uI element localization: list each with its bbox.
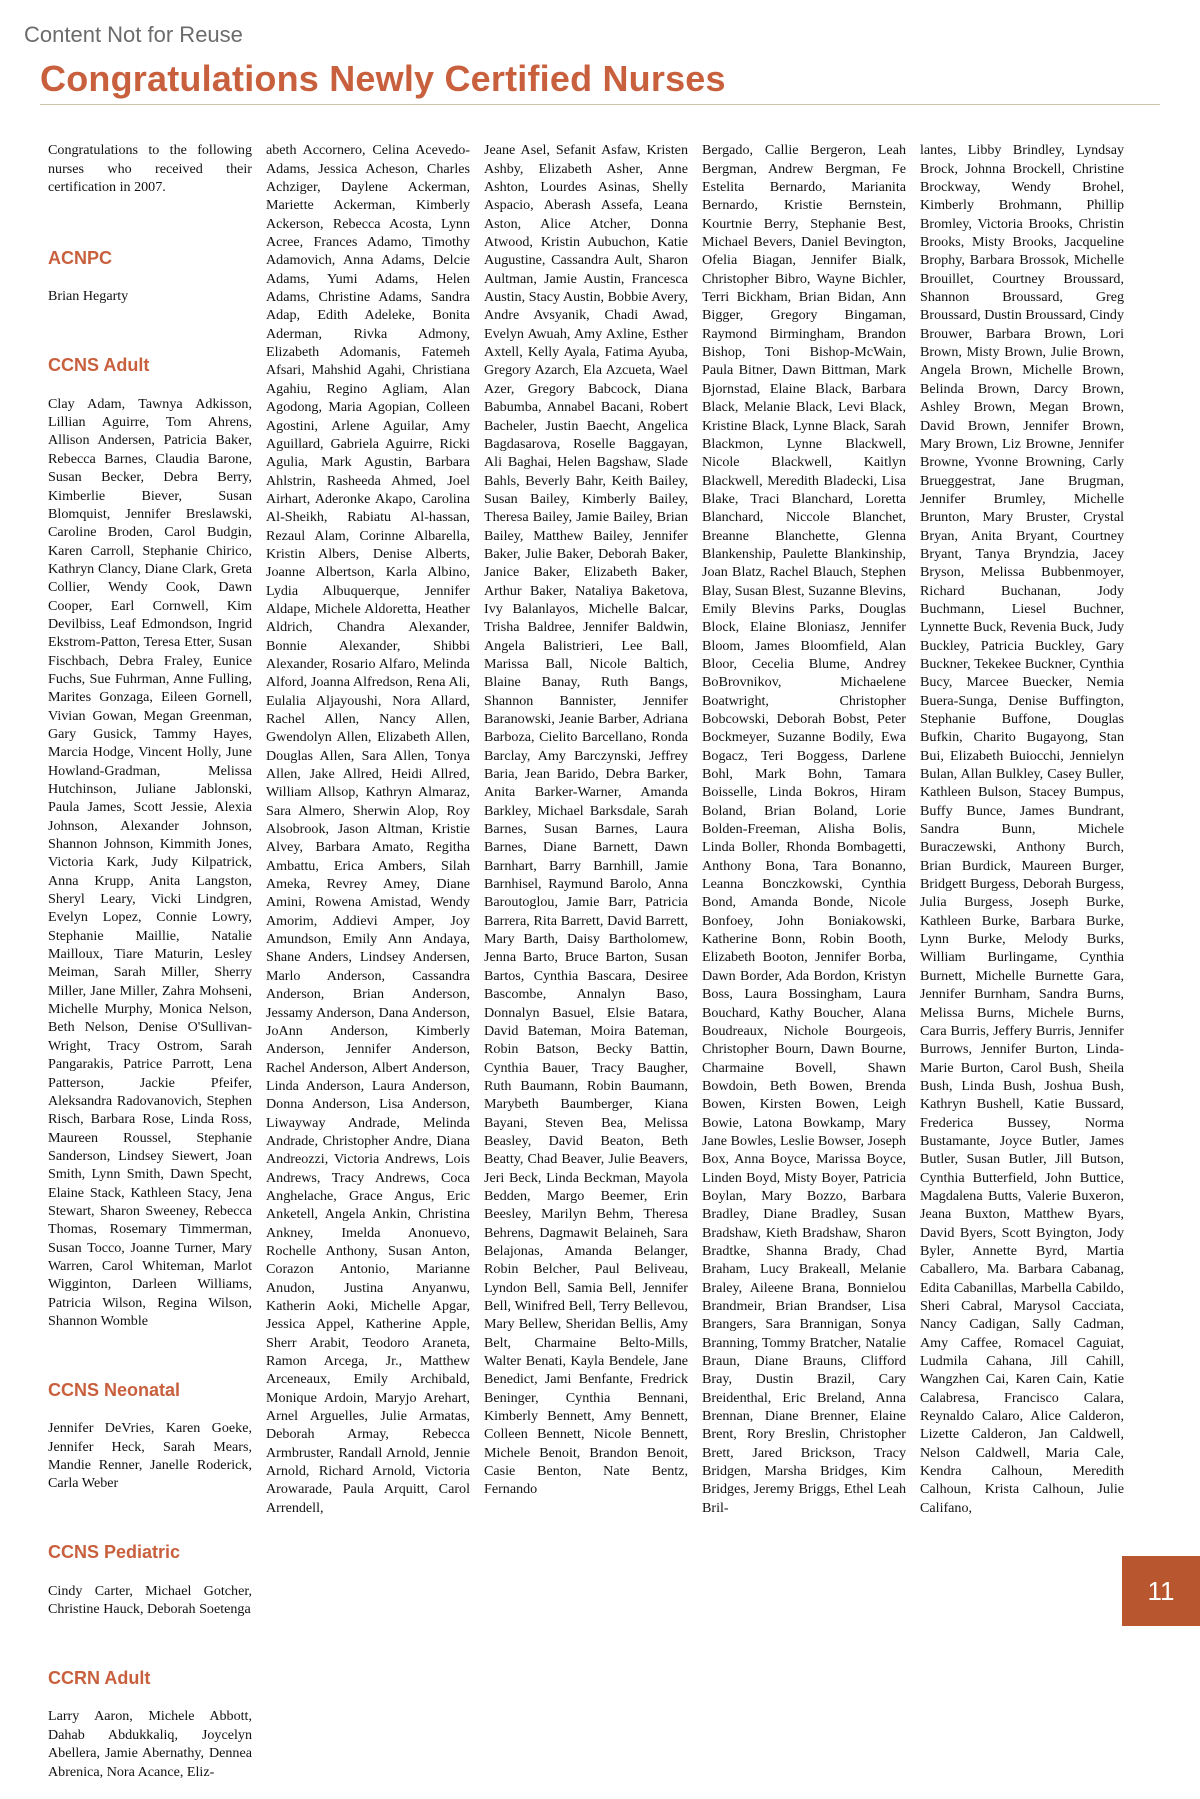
- intro-paragraph: Congratulations to the following nurses who received their certification in 2007.: [48, 142, 252, 196]
- names-column-5: lantes, Libby Brindley, Lyndsay Brock, Johnna Brockell, Christine Brockway, Wendy Brohel, Kimberly Brohmann, Phillip Bromley, Victoria Brooks, Christin Brooks, Misty Brooks, Jacqueline Brophy, Barbara Brossok, Michelle Brouillet, Courtney Broussard, Shannon Broussard, Greg Broussard, Dustin Broussard, Cindy Brouwer, Barbara Brown, Lori Brown, Misty Brown, Julie Brown, Angela Brown, Michelle Brown, Belinda Brown, Darcy Brown, Ashley Brown, Megan Brown, David Brown, Jennifer Brown, Mary Brown, Liz Browne, Jennifer Browne, Yvonne Browning, Carly Brueggestrat, Jane Brugman, Jennifer Brumley, Michelle Brunton, Mary Bruster, Crystal Bryan, Anita Bryant, Courtney Bryant, Tanya Bryndzia, Jacey Bryson, Melissa Bubbenmoyer, Richard Buchanan, Jody Buchmann, Liesel Buchner, Lynnette Buck, Revenia Buck, Judy Buckley, Patricia Buckley, Gary Buckner, Tekekee Buckner, Cynthia Bucy, Marcee Buecker, Nemia Buera-Sunga, Denise Buffington, Stephanie Buffone, Douglas Bufkin, Charito Bugayong, Stan Bui, Elizabeth Buiocchi, Jennielyn Bulan, Allan Bulkley, Casey Buller, Kathleen Bulson, Stacey Bumpus, Buffy Bunce, James Bundrant, Sandra Bunn, Michele Buraczewski, Anthony Burch, Brian Burdick, Maureen Burger, Bridgett Burgess, Deborah Burgess, Julia Burgess, Joseph Burke, Kathleen Burke, Barbara Burke, Lynn Burke, Melody Burks, William Burlingame, Cynthia Burnett, Michelle Burnette Gara, Jennifer Burnham, Sandra Burns, Melissa Burns, Michele Burns, Cara Burris, Jeffery Burris, Jennifer Burrows, Jennifer Burton, Linda-Marie Burton, Carol Bush, Sheila Bush, Linda Bush, Joshua Bush, Kathryn Bushell, Katie Bussard, Frederica Bussey, Norma Bustamante, Joyce Butler, James Butler, Susan Butler, Jill Butson, Cynthia Butterfield, John Buttice, Magdalena Butts, Valerie Buxeron, Jeana Buxton, Matthew Byars, David Byers, Scott Byington, Jody Byler, Annette Byrd, Martia Caballero, Ma. Barbara Cabanag, Edita Cabanillas, Marbella Cabildo, Sheri Cabral, Marysol Cacciata, Nancy Cadigan, Sally Cadman, Amy Caffee, Romacel Caguiat, Ludmila Cahana, Jill Cahill, Wangzhen Cai, Karen Cain, Katie Calabresa, Francisco Calara, Reynaldo Calaro, Alice Calderon, Lizette Calderon, Jan Caldwell, Nelson Caldwell, Maria Cale, Kendra Calhoun, Meredith Calhoun, Krista Calhoun, Julie Califano,: [920, 142, 1124, 1516]
- names-column-4: Bergado, Callie Bergeron, Leah Bergman, Andrew Bergman, Fe Estelita Bernardo, Marianita Bernardo, Kristie Bernstein, Kourtnie Berry, Stephanie Best, Michael Bevers, Daniel Bevington, Ofelia Biagan, Jennifer Bialk, Christopher Bibro, Wayne Bichler, Terri Bickham, Brian Bidan, Ann Bigger, Gregory Bingaman, Raymond Birmingham, Brandon Bishop, Toni Bishop-McWain, Paula Bitner, Dawn Bittman, Mark Bjornstad, Elaine Black, Barbara Black, Melanie Black, Levi Black, Kristine Black, Lynne Black, Sarah Blackmon, Lynne Blackwell, Nicole Blackwell, Kaitlyn Blackwell, Meredith Bladecki, Lisa Blake, Traci Blanchard, Loretta Blanchard, Niccole Blanchet, Breanne Blanchette, Glenna Blankenship, Paulette Blankinship, Joan Blatz, Rachel Blauch, Stephen Blay, Susan Blest, Suzanne Blevins, Emily Blevins Parks, Douglas Block, Elaine Bloniasz, Jennifer Bloom, James Bloomfield, Alan Bloor, Cecelia Blume, Andrey BoBrovnikov, Michaelene Boatwright, Christopher Bobcowski, Deborah Bobst, Peter Bockmeyer, Suzanne Bodily, Ewa Bogacz, Teri Boggess, Darlene Bohl, Mark Bohn, Tamara Boisselle, Linda Bokros, Hiram Boland, Brian Boland, Lorie Bolden-Freeman, Alisha Bolis, Linda Boller, Rhonda Bombagetti, Anthony Bona, Tara Bonanno, Leanna Bonczkowski, Cynthia Bond, Amanda Bonde, Nicole Bonfoey, John Boniakowski, Katherine Bonn, Robin Booth, Elizabeth Booton, Jennifer Borba, Dawn Border, Ada Bordon, Kristyn Boss, Laura Bossingham, Laura Bouchard, Kathy Boucher, Alana Boudreaux, Nichole Bourgeois, Christopher Bourn, Dawn Bourne, Charmaine Bovell, Shawn Bowdoin, Beth Bowen, Brenda Bowen, Kirsten Bowen, Leigh Bowie, Latona Bowkamp, Mary Jane Bowles, Leslie Bowser, Joseph Box, Anna Boyce, Marissa Boyce, Linden Boyd, Misty Boyer, Patricia Boylan, Mary Bozzo, Barbara Bradley, Diane Bradley, Susan Bradshaw, Kieth Bradshaw, Sharon Bradtke, Shanna Brady, Chad Braham, Lucy Brakeall, Melanie Braley, Aileene Brana, Bonnielou Brandmeir, Brian Brandser, Lisa Brangers, Sara Brannigan, Sonya Branning, Tommy Bratcher, Natalie Braun, Diane Brauns, Clifford Bray, Dustin Brazil, Cary Breidenthal, Eric Breland, Anna Brennan, Diane Brenner, Elaine Brent, Rory Breslin, Christopher Brett, Jared Brickson, Tracy Bridgen, Marsha Bridges, Kim Bridges, Jeremy Briggs, Ethel Leah Bril-: [702, 142, 906, 1516]
- names-column-3: Jeane Asel, Sefanit Asfaw, Kristen Ashby, Elizabeth Asher, Anne Ashton, Lourdes Asinas, Shelly Aspacio, Aberash Assefa, Leana Aston, Alice Atcher, Donna Atwood, Kristin Aubuchon, Katie Augustine, Cassandra Ault, Sharon Aultman, Jamie Austin, Francesca Austin, Stacy Austin, Bobbie Avery, Andre Avsyanik, Chadi Awad, Evelyn Awuah, Amy Axline, Esther Axtell, Kelly Ayala, Fatima Ayuba, Gregory Azarch, Ela Azcueta, Wael Azer, Gregory Babcock, Diana Babumba, Annabel Bacani, Robert Bacheler, Justin Baecht, Angelica Bagdasarova, Roselle Baggayan, Ali Baghai, Helen Bagshaw, Slade Bahls, Beverly Bahr, Keith Bailey, Susan Bailey, Kimberly Bailey, Theresa Bailey, Jamie Bailey, Brian Bailey, Matthew Bailey, Jennifer Baker, Julie Baker, Deborah Baker, Janice Baker, Elizabeth Baker, Arthur Baker, Nataliya Baketova, Ivy Balanlayos, Michelle Balcar, Trisha Baldree, Jennifer Baldwin, Angela Balistrieri, Lee Ball, Marissa Ball, Nicole Baltich, Blaine Banay, Ruth Bangs, Shannon Bannister, Jennifer Baranowski, Jeanie Barber, Adriana Barboza, Cielito Barcellano, Ronda Barclay, Amy Barczynski, Jeffrey Baria, Jean Barido, Debra Barker, Anita Barker-Warner, Amanda Barkley, Michael Barksdale, Sarah Barnes, Susan Barnes, Laura Barnes, Diane Barnett, Dawn Barnhart, Barry Barnhill, Jamie Barnhisel, Raymund Barolo, Anna Baroutoglou, Jamie Barr, Patricia Barrera, Rita Barrett, David Barrett, Mary Barth, Daisy Bartholomew, Jenna Barto, Bruce Barton, Susan Bartos, Cynthia Bascara, Desiree Bascombe, Annalyn Baso, Donnalyn Basuel, Elsie Batara, David Bateman, Moira Bateman, Robin Batson, Becky Battin, Cynthia Bauer, Tracy Baugher, Ruth Baumann, Robin Baumann, Marybeth Baumberger, Kiana Bayani, Steven Bea, Melissa Beasley, David Beaton, Beth Beatty, Chad Beaver, Julie Beavers, Jeri Beck, Linda Beckman, Mayola Bedden, Margo Beemer, Erin Beesley, Marilyn Behm, Theresa Behrens, Dagmawit Belaineh, Sara Belajonas, Amanda Belanger, Robin Belcher, Paul Beliveau, Lyndon Bell, Samia Bell, Jennifer Bell, Winifred Bell, Terry Bellevou, Mary Bellew, Sheridan Bellis, Amy Belt, Charmaine Belto-Mills, Walter Benati, Kayla Bendele, Jane Benedict, Jami Benfante, Fredrick Beninger, Cynthia Bennani, Kimberly Bennett, Amy Bennett, Colleen Bennett, Nicole Bennett, Michele Benoit, Brandon Benoit, Casie Benton, Nate Bentz, Fernando: [484, 142, 688, 1498]
- section-names-ccns-pediatric: Cindy Carter, Michael Gotcher, Christine Hauck, Deborah Soetenga: [48, 1582, 252, 1618]
- column-2: [266, 123, 470, 1535]
- title-divider: [40, 104, 1160, 105]
- page-number-tab: [1122, 1556, 1200, 1626]
- column-1: [48, 123, 252, 1799]
- section-heading-ccns-pediatric: CCNS Pediatric: [48, 1542, 181, 1563]
- names-column-2: abeth Accornero, Celina Acevedo-Adams, Jessica Acheson, Charles Achziger, Daylene Ackerman, Mariette Ackerman, Kimberly Ackerson, Rebecca Acosta, Lynn Acree, Frances Adamo, Timothy Adamovich, Anna Adams, Delcie Adams, Yumi Adams, Helen Adams, Christine Adams, Sandra Adap, Edith Adeleke, Bonita Aderman, Rivka Admony, Elizabeth Adomanis, Fatemeh Afsari, Mahshid Agahi, Christiana Agahiu, Regino Agliam, Alan Agodong, Maria Agopian, Colleen Agostini, Arlene Aguilar, Amy Aguillard, Gabriela Aguirre, Ricki Agulia, Mark Agustin, Barbara Ahlstrin, Rasheeda Ahmed, Joel Airhart, Aderonke Akapo, Carolina Al-Sheikh, Rabiatu Al-hassan, Rezaul Alam, Corinne Albarella, Kristin Albers, Denise Alberts, Joanne Albertson, Karla Albino, Lydia Albuquerque, Jennifer Aldape, Michele Aldoretta, Heather Aldrich, Chandra Alexander, Bonnie Alexander, Shibbi Alexander, Rosario Alfaro, Melinda Alford, Joanna Alfredson, Rena Ali, Eulalia Aljayoushi, Nora Allard, Rachel Allen, Nancy Allen, Gwendolyn Allen, Elizabeth Allen, Douglas Allen, Sara Allen, Tonya Allen, Jake Allred, Heidi Allred, William Allsop, Kathryn Almaraz, Sara Almero, Sherwin Alop, Roy Alsobrook, Jason Altman, Kristie Alvey, Barbara Amato, Regitha Ambattu, Erica Ambers, Silah Ameka, Revrey Amey, Diane Amini, Rowena Amistad, Wendy Amorim, Addievi Amper, Joy Amundson, Emily Ann Andaya, Shane Anders, Lindsey Andersen, Marlo Anderson, Cassandra Anderson, Brian Anderson, Jessamy Anderson, Dana Anderson, JoAnn Anderson, Kimberly Anderson, Jennifer Anderson, Rachel Anderson, Albert Anderson, Linda Anderson, Laura Anderson, Donna Anderson, Lisa Anderson, Liwayway Andrade, Melinda Andrade, Christopher Andre, Diana Andreozzi, Victoria Andrews, Lois Andrews, Tracy Andrews, Coca Anghelache, Grace Angus, Eric Anketell, Angela Ankin, Christina Ankney, Imelda Anonuevo, Rochelle Anthony, Susan Anton, Corazon Antonio, Marianne Anudon, Justina Anyanwu, Katherin Aoki, Michelle Apgar, Jessica Appel, Katherine Apple, Sherr Arabit, Teodoro Araneta, Ramon Arcega, Jr., Matthew Arceneaux, Emily Archibald, Monique Ardoin, Maryjo Arehart, Arnel Arguelles, Julie Armatas, Deborah Armay, Rebecca Armbruster, Randall Arnold, Jennie Arnold, Richard Arnold, Victoria Arowarade, Paula Arquitt, Carol Arrendell,: [266, 142, 470, 1516]
- section-heading-acnpc: ACNPC: [48, 248, 113, 269]
- section-names-ccns-adult: Clay Adam, Tawnya Adkisson, Lillian Aguirre, Tom Ahrens, Allison Andersen, Patricia Baker, Rebecca Barnes, Claudia Barone, Susan Becker, Debra Berry, Kimberlie Biever, Susan Blomquist, Jennifer Breslawski, Caroline Broden, Carol Budgin, Karen Carroll, Stephanie Chirico, Kathryn Clancy, Diane Clark, Greta Collier, Wendy Cook, Dawn Cooper, Earl Cornwell, Kim Devilbiss, Leaf Edmondson, Ingrid Ekstrom-Patton, Teresa Etter, Susan Fischbach, Debra Fraley, Eunice Fuchs, Sue Fuhrman, Anne Fulling, Marites Gonzaga, Eileen Gornell, Vivian Gowan, Megan Greenman, Gary Gusick, Tammy Hayes, Marcia Hodge, Vincent Holly, June Howland-Gradman, Melissa Hutchinson, Juliane Jablonski, Paula James, Scott Jessie, Alexia Johnson, Alexander Johnson, Shannon Johnson, Kimmith Jones, Victoria Kark, Judy Kilpatrick, Anna Krupp, Anita Langston, Sheryl Leary, Vicki Lindgren, Evelyn Lopez, Connie Lowry, Stephanie Maillie, Natalie Mailloux, Tiare Maturin, Lesley Meiman, Sarah Miller, Sherry Miller, Jane Miller, Zahra Mohseni, Michelle Murphy, Monica Nelson, Beth Nelson, Denise O'Sullivan-Wright, Tracy Ostrom, Sarah Pangarakis, Patrice Parrott, Lena Patterson, Jackie Pfeifer, Aleksandra Radovanovich, Stephen Risch, Barbara Rose, Linda Ross, Maureen Roussel, Stephanie Sanderson, Lindsey Siewert, Joan Smith, Lynn Smith, Dawn Specht, Elaine Stack, Kathleen Stacy, Jena Stewart, Sharon Sweeney, Rebecca Thomas, Rosemary Timmerman, Susan Tocco, Joanne Turner, Mary Warren, Carol Whiteman, Marlot Wigginton, Darleen Williams, Patricia Wilson, Regina Wilson, Shannon Womble: [48, 395, 252, 1329]
- section-heading-ccrn-adult: CCRN Adult: [48, 1668, 151, 1689]
- column-3: [484, 123, 688, 1517]
- column-5: [920, 123, 1124, 1535]
- page-number: 11: [1147, 1575, 1175, 1606]
- section-names-acnpc: Brian Hegarty: [48, 288, 129, 305]
- section-names-ccrn-adult: Larry Aaron, Michele Abbott, Dahab Abdukkaliq, Joycelyn Abellera, Jamie Abernathy, Dennea Abrenica, Nora Acance, Eliz-: [48, 1708, 252, 1780]
- section-heading-ccns-neonatal: CCNS Neonatal: [48, 1380, 181, 1400]
- column-4: [702, 123, 906, 1535]
- page-title: Congratulations Newly Certified Nurses: [40, 58, 726, 99]
- watermark-text: Content Not for Reuse: [24, 22, 243, 47]
- section-heading-ccns-adult: CCNS Adult: [48, 355, 150, 376]
- section-names-ccns-neonatal: Jennifer DeVries, Karen Goeke, Jennifer Heck, Sarah Mears, Mandie Renner, Janelle Roderick, Carla Weber: [48, 1420, 252, 1492]
